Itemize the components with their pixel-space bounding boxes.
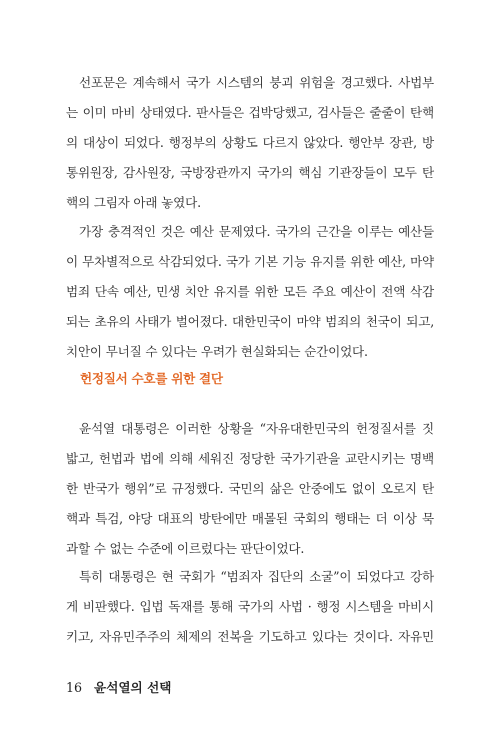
text-line: 범죄 단속 예산, 민생 치안 유지를 위한 모든 주요 예산이 전액 삭감	[66, 284, 434, 299]
paragraph-4	[66, 562, 434, 652]
text-line: 가장 충격적인 것은 예산 문제였다. 국가의 근간을 이루는 예산들	[79, 224, 434, 239]
text-line: 의 대상이 되었다. 행정부의 상황도 다르지 않았다. 행안부 장관, 방	[66, 135, 434, 150]
text-line: 게 비판했다. 입법 독재를 통해 국가의 사법 · 행정 시스템을 마비시	[66, 599, 434, 614]
text-line: 이 무차별적으로 삭감되었다. 국가 기본 기능 유지를 위한 예산, 마약	[66, 254, 434, 269]
page-number: 16	[66, 680, 83, 695]
text-line: 통위원장, 감사원장, 국방장관까지 국가의 핵심 기관장들이 모두 탄	[66, 165, 434, 180]
paragraph-2	[66, 217, 434, 367]
text-line: 윤석열 대통령은 이러한 상황을 “자유대한민국의 헌정질서를 짓	[79, 421, 434, 436]
text-line: 키고, 자유민주주의 체제의 전복을 기도하고 있다는 것이다. 자유민	[66, 629, 434, 644]
text-line: 특히 대통령은 현 국회가 “범죄자 집단의 소굴”이 되었다고 강하	[79, 569, 434, 584]
text-line: 치안이 무너질 수 있다는 우려가 현실화되는 순간이었다.	[66, 344, 368, 359]
text-line: 되는 초유의 사태가 벌어졌다. 대한민국이 마약 범죄의 천국이 되고,	[66, 314, 434, 329]
paragraph-3	[66, 414, 434, 564]
text-line: 선포문은 계속해서 국가 시스템의 붕괴 위험을 경고했다. 사법부	[79, 75, 434, 90]
paragraph-1	[66, 68, 434, 218]
text-line: 는 이미 마비 상태였다. 판사들은 겁박당했고, 검사들은 줄줄이 탄핵	[66, 105, 434, 120]
text-line: 핵의 그림자 아래 놓였다.	[66, 195, 201, 210]
text-line: 과할 수 없는 수준에 이르렀다는 판단이었다.	[66, 541, 305, 556]
text-line: 밟고, 헌법과 법에 의해 세워진 정당한 국가기관을 교란시키는 명백	[66, 451, 434, 466]
text-line: 핵과 특검, 야당 대표의 방탄에만 매몰된 국회의 행태는 더 이상 묵	[66, 511, 434, 526]
book-title: 윤석열의 선택	[94, 680, 172, 695]
text-line: 한 반국가 행위”로 규정했다. 국민의 삶은 안중에도 없이 오로지 탄	[66, 481, 434, 496]
section-heading: 헌정질서 수호를 위한 결단	[80, 371, 223, 386]
page-footer	[66, 677, 171, 696]
